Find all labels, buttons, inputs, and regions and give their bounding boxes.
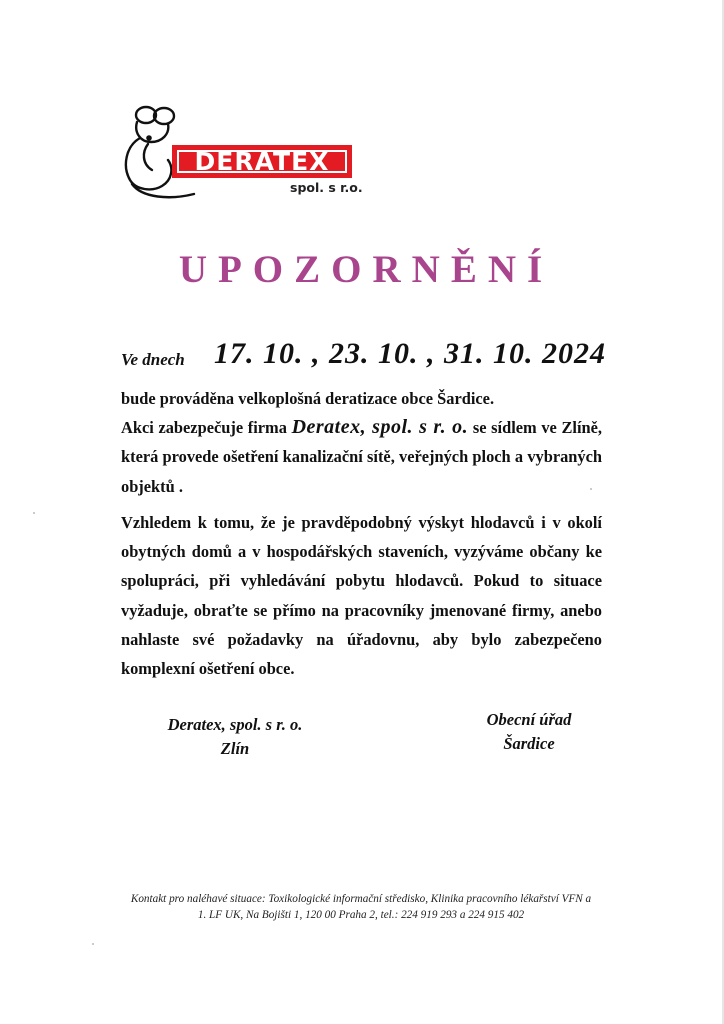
signature-company-name: Deratex, spol. s r. o.	[167, 715, 303, 734]
signature-municipality-office: Obecní úřad	[486, 710, 572, 729]
signature-company-city: Zlín	[220, 739, 250, 758]
appeal-line-3: spolupráci, při vyhledávání pobytu hlodavců. Pokud to situace	[121, 571, 602, 591]
appeal-line-4: vyžaduje, obraťte se přímo na pracovníky jmenované firmy, anebo	[121, 600, 602, 620]
emergency-contact-footer	[117, 891, 605, 923]
appeal-line-1: Vzhledem k tomu, že je pravděpodobný výskyt hlodavců i v okolí	[121, 513, 602, 532]
scan-speck	[33, 512, 35, 514]
dates-value: 17. 10. , 23. 10. , 31. 10. 2024	[214, 337, 606, 370]
paragraph-intro	[121, 384, 602, 501]
company-name-inline: Deratex, spol. s r. o.	[291, 416, 469, 439]
intro-line-2-end: se sídlem ve Zlíně,	[468, 418, 603, 438]
footer-line-1: Kontakt pro naléhavé situace: Toxikologické informační středisko, Klinika pracovního lékařství VFN a	[130, 893, 592, 905]
appeal-line-5: nahlaste své požadavky na úřadovnu, aby bylo zabezpečeno	[121, 629, 602, 649]
intro-line-1: bude prováděna velkoplošná deratizace obce Šardice.	[121, 389, 495, 408]
intro-line-3: která provede ošetření kanalizační sítě, veřejných ploch a vybraných	[121, 447, 602, 467]
appeal-line-6: komplexní ošetření obce.	[121, 659, 295, 679]
signature-municipality-name: Šardice	[503, 734, 555, 753]
deratex-logo	[118, 104, 368, 200]
logo-wordmark-box	[172, 145, 352, 178]
scan-speck	[590, 488, 592, 490]
logo-subtitle: spol. s r.o.	[290, 180, 363, 195]
signature-company	[160, 713, 310, 761]
footer-line-2: 1. LF UK, Na Bojišti 1, 120 00 Praha 2, tel.: 224 919 293 a 224 915 402	[197, 909, 525, 921]
intro-line-2-start: Akci zabezpečuje firma	[121, 418, 292, 438]
scan-speck	[92, 943, 94, 945]
signature-municipality	[454, 708, 604, 756]
paragraph-appeal	[121, 508, 602, 683]
dates-row	[121, 337, 621, 377]
logo-wordmark: DERATEX	[194, 147, 330, 176]
dates-prefix: Ve dnech	[121, 350, 185, 369]
intro-line-4: objektů .	[121, 476, 183, 496]
notice-heading: UPOZORNĚNÍ	[178, 248, 554, 291]
appeal-line-2: obytných domů a v hospodářských staveních, vyzýváme občany ke	[121, 542, 602, 562]
intro-line-2	[121, 413, 602, 442]
